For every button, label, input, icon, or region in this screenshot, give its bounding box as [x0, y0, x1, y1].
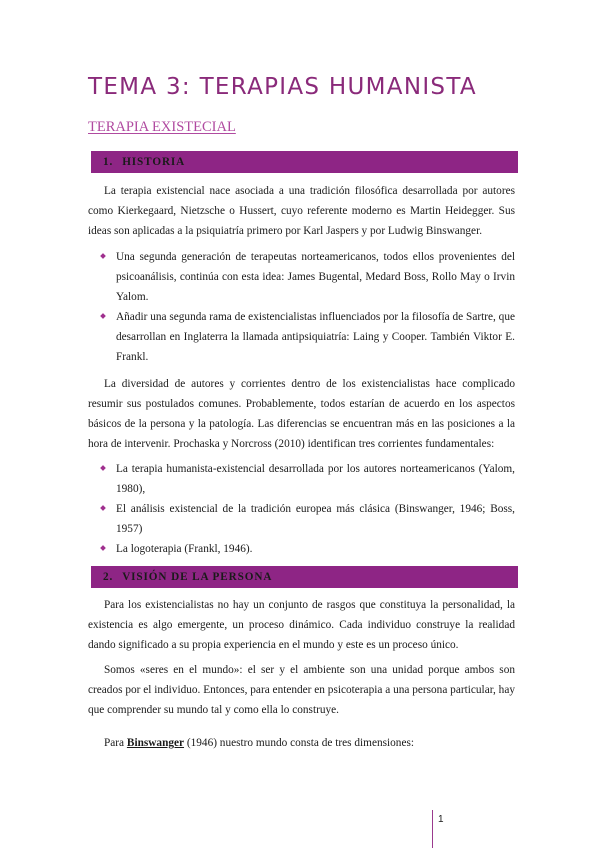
- section-number: 2.: [103, 571, 114, 583]
- diamond-bullet-icon: [100, 545, 106, 551]
- paragraph-vision-1: Para los existencialistas no hay un conjunto de rasgos que constituya la personalidad, la existencia es algo emergente, un proceso dinámico. Cada individuo construye la realidad dando significado a su propia experiencia en el mundo y este es un proceso único.: [88, 599, 515, 651]
- list-item: La terapia humanista-existencial desarrollada por los autores norteamericanos (Yalom, 1980),: [88, 459, 515, 499]
- diamond-bullet-icon: [100, 253, 106, 259]
- footer-divider: [432, 810, 433, 848]
- list-item: Añadir una segunda rama de existencialistas influenciados por la filosofía de Sartre, que desarrollan en Inglaterra la llamada antipsiquiatría: Laing y Cooper. También Viktor E. Frankl.: [88, 307, 515, 367]
- section-number: 1.: [103, 156, 114, 168]
- binswanger-link[interactable]: Binswanger: [126, 737, 185, 749]
- diamond-bullet-icon: [100, 505, 106, 511]
- page-title: TEMA 3: TERAPIAS HUMANISTA: [88, 74, 477, 100]
- section-heading-historia: [91, 151, 518, 173]
- paragraph-historia-intro: La terapia existencial nace asociada a una tradición filosófica desarrollada por autores como Kierkegaard, Nietzsche o Hussert, cuyo referente moderno es Martin Heidegger. Sus ideas son aplicadas a la psiquiatría primero por Karl Jaspers y por Ludwig Binswanger.: [88, 185, 515, 237]
- paragraph-vision-2: Somos «seres en el mundo»: el ser y el ambiente son una unidad porque ambos son creados por el individuo. Entonces, para entender en psicoterapia a una persona particular, hay que comprender su mundo tal y como ella lo construye.: [88, 664, 515, 716]
- diamond-bullet-icon: [100, 313, 106, 319]
- section-subtitle-link[interactable]: TERAPIA EXISTECIAL: [88, 119, 236, 135]
- section-heading-vision: [91, 566, 518, 588]
- diamond-bullet-icon: [100, 465, 106, 471]
- list-corrientes: [88, 459, 515, 559]
- list-item: El análisis existencial de la tradición europea más clásica (Binswanger, 1946; Boss, 1957): [88, 499, 515, 539]
- list-generaciones: [88, 247, 515, 367]
- list-item: Una segunda generación de terapeutas norteamericanos, todos ellos provenientes del psicoanálisis, continúa con esta idea: James Bugental, Medard Boss, Rollo May o Irvin Yalom.: [88, 247, 515, 307]
- list-item: La logoterapia (Frankl, 1946).: [88, 539, 515, 559]
- section-heading-text: VISIÓN DE LA PERSONA: [122, 571, 273, 583]
- page-number: 1: [438, 814, 444, 825]
- paragraph-binswanger: Para Binswanger (1946) nuestro mundo consta de tres dimensiones:: [104, 737, 415, 749]
- section-heading-text: HISTORIA: [122, 156, 186, 168]
- paragraph-diversidad: La diversidad de autores y corrientes dentro de los existencialistas hace complicado resumir sus postulados comunes. Probablemente, todos estarían de acuerdo en los aspectos básicos de la persona y la patología. Las diferencias se encuentran más en las posiciones a la hora de intervenir. Prochaska y Norcross (2010) identifican tres corrientes fundamentales:: [88, 378, 515, 450]
